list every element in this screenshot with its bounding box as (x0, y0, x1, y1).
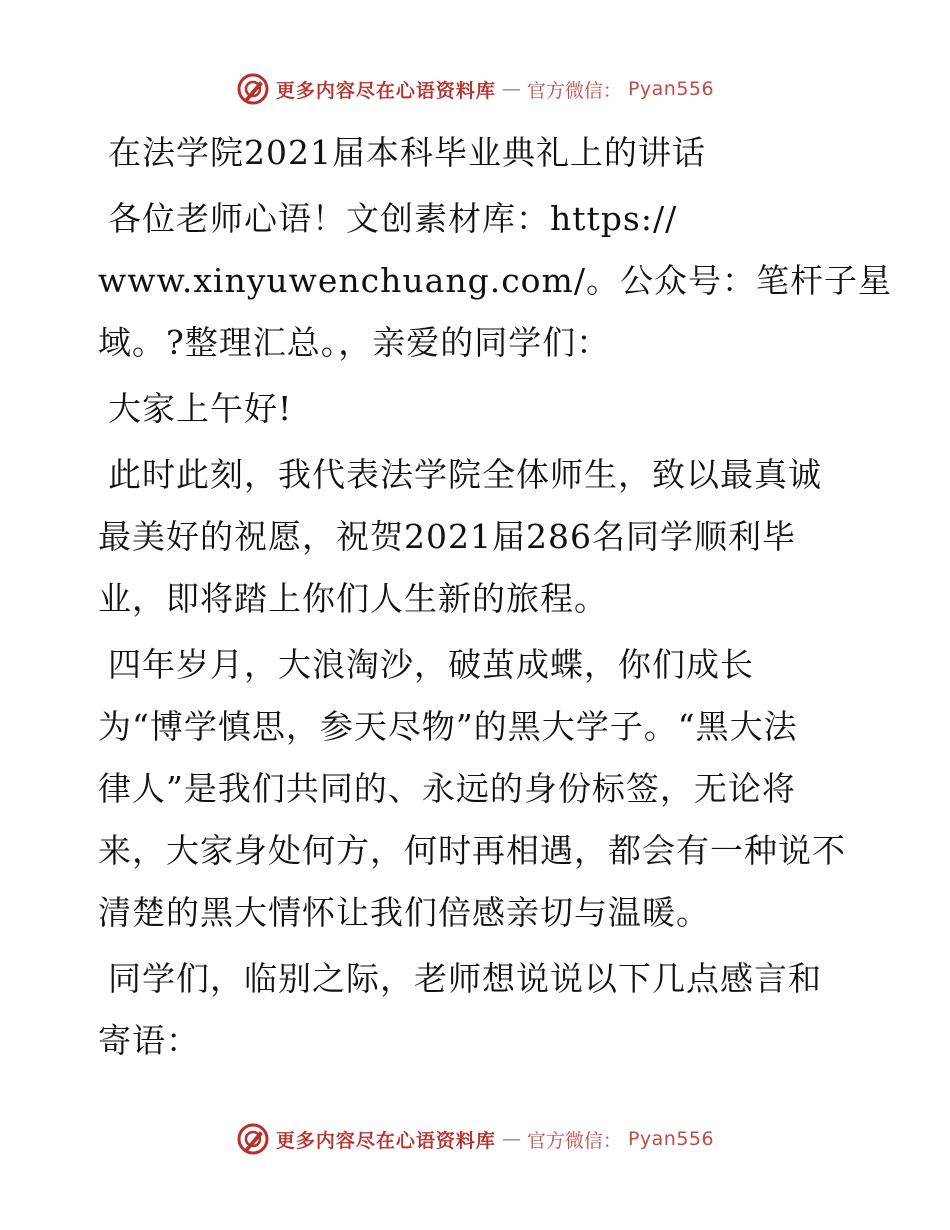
watermark-separator: — (501, 78, 521, 100)
paragraph-line: 同学们，临别之际，老师想说说以下几点感言和 (108, 959, 822, 998)
watermark-contact-label: 官方微信： (526, 79, 622, 102)
paragraph-farewell (98, 948, 858, 1072)
header-watermark (0, 72, 950, 106)
paragraph-four-years (98, 634, 858, 944)
watermark-contact-label: 官方微信： (526, 1129, 622, 1152)
paragraph-line: 为“博学慎思，参天尽物”的黑大学子。“黑大法 (98, 707, 798, 746)
paragraph-congratulations (98, 444, 858, 630)
title-line: 在法学院2021届本科毕业典礼上的讲话 (108, 133, 706, 172)
paragraph-line: 各位老师心语！文创素材库：https:// (108, 199, 678, 238)
paragraph-good-morning (98, 378, 858, 440)
paragraph-line: 来，大家身处何方，何时再相遇，都会有一种说不 (98, 831, 846, 870)
paragraph-line: 最美好的祝愿，祝贺2021届286名同学顺利毕 (98, 517, 796, 556)
paragraph-line: 域。?整理汇总。，亲爱的同学们： (98, 323, 611, 362)
watermark-text: 更多内容尽在心语资料库 (275, 1129, 496, 1152)
paragraph-line: 此时此刻，我代表法学院全体师生，致以最真诚 (108, 455, 822, 494)
paragraph-greeting (98, 188, 892, 374)
watermark-separator: — (501, 1128, 521, 1150)
watermark-contact-id: Pyan556 (627, 1128, 715, 1150)
document-title (98, 122, 858, 184)
footer-watermark (0, 1122, 950, 1156)
pen-swirl-logo-icon (236, 72, 270, 106)
paragraph-line: 大家上午好! (108, 389, 293, 428)
document-body (98, 122, 892, 1072)
paragraph-line: 寄语： (98, 1021, 200, 1060)
paragraph-line: 四年岁月，大浪淘沙，破茧成蝶，你们成长 (108, 645, 754, 684)
paragraph-line: 律人”是我们共同的、永远的身份标签，无论将 (98, 769, 796, 808)
paragraph-line: 清楚的黑大情怀让我们倍感亲切与温暖。 (98, 893, 710, 932)
watermark-text: 更多内容尽在心语资料库 (275, 79, 496, 102)
paragraph-line: www.xinyuwenchuang.com/。公众号：笔杆子星 (98, 261, 892, 300)
paragraph-line: 业，即将踏上你们人生新的旅程。 (98, 579, 608, 618)
watermark-contact-id: Pyan556 (627, 78, 715, 100)
pen-swirl-logo-icon (236, 1122, 270, 1156)
